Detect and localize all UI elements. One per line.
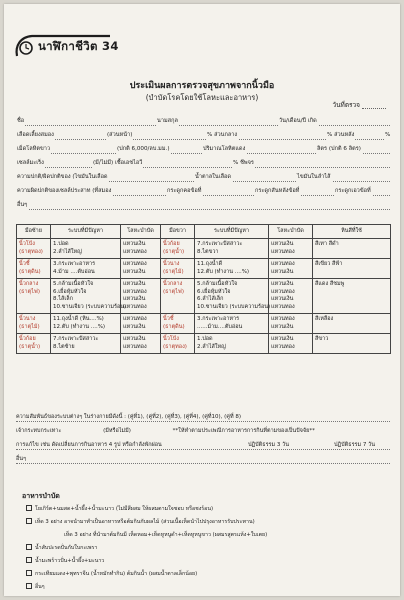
cell-text: 2.ลำไส้ใหญ่	[197, 343, 226, 350]
practice-3day: ปฏิบัติธรรม 3 วัน	[248, 442, 289, 448]
cell-text: 6.ลำไส้เล็ก	[197, 296, 224, 302]
page-subtitle: (บำบัดโรคโดยใช้โลหะและอาหาร)	[145, 93, 259, 102]
practice-7day: ปฏิบัติธรรม 7 วัน	[334, 442, 375, 448]
right-metal-cell	[269, 259, 313, 279]
left-systems-cell	[51, 239, 121, 259]
right-finger-cell	[161, 279, 195, 314]
cell-text: (ธาตุน้ำ)	[19, 343, 41, 350]
left-metal-cell	[121, 239, 161, 259]
badge-label: นาฬิกาชีวิต 34	[38, 39, 119, 53]
table-header-row	[17, 225, 391, 239]
relation-text: ความสัมพันธ์ของระบบต่างๆ ในร่างกายมีดังนี้ : (คู่ที่1), (คู่ที่2), (คู่ที่3), (คู่ที่4), (คู่ที่10), (คู่ที่ 8)	[16, 414, 242, 420]
stone-cell	[313, 334, 391, 354]
left-metal-cell	[121, 334, 161, 354]
other-label: อื่นๆ	[17, 202, 28, 208]
right-finger-cell	[161, 314, 195, 334]
food-checkbox[interactable]	[26, 505, 32, 511]
left-systems-cell	[51, 334, 121, 354]
cell-text: แหวนเงิน	[123, 268, 146, 275]
other-label-2: อื่นๆ	[16, 456, 27, 462]
cell-text: นิ้วนาง	[163, 261, 180, 267]
cell-text: (ธาตุไม้)	[163, 268, 184, 275]
cell-text: (ธาตุดิน)	[163, 323, 185, 330]
right-metal-cell	[269, 279, 313, 314]
col-right-hand: มือขวา	[161, 225, 195, 239]
form-row-blood-lipids[interactable]	[16, 172, 390, 182]
food-checkbox[interactable]	[26, 570, 32, 576]
cell-text: แหวนทอง	[271, 261, 295, 267]
cell-text: 1.ปอด	[53, 241, 69, 247]
percent-label: %	[385, 132, 391, 138]
food-item-label: กระเทียมแดง+พุทราจีน (น้ำหมักทำกิน) ต้มกินน้ำ (ผสมน้ำตาลเล็กน้อย)	[35, 571, 198, 577]
spine-label: กระดูกสันหลังข้อที่	[255, 188, 300, 194]
left-metal-cell	[121, 314, 161, 334]
left-systems-cell	[51, 259, 121, 279]
food-checkbox[interactable]	[26, 557, 32, 563]
cell-text: แหวนทอง	[271, 248, 295, 255]
waist-bone-label: กระดูกเอวข้อที่	[335, 188, 371, 194]
brain-blood-label: เลือดเลี้ยงสมอง	[17, 132, 54, 138]
middle-label: % ส่วนกลาง	[207, 132, 238, 138]
food-item	[26, 556, 388, 567]
cell-text: สีขาว	[315, 336, 329, 342]
stone-cell	[313, 279, 391, 314]
cell-text: 12.ตับ (ทำงาน ....%)	[53, 323, 106, 330]
wbc-normal-label: (ปกติ 6,000/ลบ.มม.)	[117, 146, 170, 152]
cancer-label: เซลล์มะเร็ง	[17, 160, 44, 166]
cell-text: แหวนทอง	[271, 288, 295, 295]
col-left-hand: มือซ้าย	[17, 225, 51, 239]
surname-label: นามสกุล	[157, 118, 178, 124]
cell-text: 11.ถุงน้ำดี (หิน....%)	[53, 316, 104, 322]
stone-cell	[313, 259, 391, 279]
col-stone: หินสีที่ใช้	[313, 225, 391, 239]
left-metal-cell	[121, 259, 161, 279]
care-label: การแก้ไข เช่น ดัดเปลี่ยนการกินอาหาร 4 รูป หรือกำลังพักผ่อน	[16, 442, 162, 448]
form-row-blood-cells[interactable]	[16, 144, 390, 154]
blood-normal-label: ลิตร (ปกติ 6 ลิตร)	[317, 146, 361, 152]
form-row-name[interactable]	[16, 116, 390, 126]
food-item-label: เห็ด 3 อย่าง ที่นำมาต้มกินมี เห็ดหอม+เห็ดหูหนูดำ+เห็ดหูหนูขาว (ผสมรสูตรแห้ง+ใบเตย)	[64, 532, 268, 538]
cell-text: แหวนเงิน	[123, 296, 146, 302]
left-finger-cell	[17, 314, 51, 334]
cell-text: แหวนเงิน	[271, 336, 294, 342]
pulse-label: % ชีพจร	[233, 160, 254, 166]
exam-date-field[interactable]	[362, 108, 386, 109]
col-left-systems: ระบบที่มีปัญหา	[51, 225, 121, 239]
right-metal-cell	[269, 334, 313, 354]
cell-text: แหวนเงิน	[123, 241, 146, 247]
cell-text: แหวนเงิน	[271, 281, 294, 287]
cell-text: นิ้วก้อย	[163, 241, 180, 247]
right-systems-cell	[195, 334, 269, 354]
cell-text: แหวนทอง	[123, 288, 147, 295]
right-systems-cell	[195, 239, 269, 259]
form-row-nerves[interactable]	[16, 186, 390, 196]
right-systems-cell	[195, 259, 269, 279]
right-finger-cell	[161, 239, 195, 259]
left-finger-cell	[17, 239, 51, 259]
cell-text: แหวนเงิน	[271, 268, 294, 275]
therapist-line	[16, 426, 390, 436]
cell-text: 4.ม้าม ....ตับอ่อน	[53, 268, 95, 275]
cell-text: แหวนทอง	[271, 303, 295, 310]
col-right-metal: โลหะบำบัด	[269, 225, 313, 239]
hiv-label: (มี/ไม่มี) เชื้อเอชไอวี	[93, 160, 143, 166]
food-item	[26, 543, 388, 554]
other-line-2[interactable]	[16, 454, 390, 464]
lipids-label: ความปกติ/ผิดปกติของ (ไขมันในเลือด	[17, 174, 108, 180]
form-row-other[interactable]	[16, 200, 390, 210]
cell-text: 1.ปอด	[197, 336, 213, 342]
name-label: ชื่อ	[17, 118, 25, 124]
food-item-label: น้ำสับปะรดปั่นกับใบกะเพรา	[35, 545, 98, 551]
food-checkbox[interactable]	[26, 518, 32, 524]
cell-text: 6.เยื่อหุ้มหัวใจ	[53, 288, 87, 295]
therapist-value: (มีหรือไม่มี)	[103, 428, 131, 434]
cell-text: 6.เยื่อหุ้มหัวใจ	[197, 288, 231, 295]
cell-text: นิ้วชี้	[19, 261, 30, 267]
cell-text: นิ้วชี้	[163, 316, 174, 322]
front-label: (ส่วนหน้า)	[107, 132, 133, 138]
food-item	[26, 530, 388, 541]
left-finger-cell	[17, 334, 51, 354]
table-row	[17, 314, 391, 334]
blood-sugar-label: น้ำตาลในเลือด	[195, 174, 232, 180]
stone-cell	[313, 314, 391, 334]
cell-text: 2.ลำไส้ใหญ่	[53, 248, 82, 255]
left-systems-cell	[51, 279, 127, 314]
finger-system-table	[16, 224, 391, 354]
food-item	[26, 569, 388, 580]
food-title: อาหารบำบัด	[22, 492, 60, 500]
table-row	[17, 239, 391, 259]
table-row	[17, 334, 391, 354]
wbc-label: เม็ดโลหิตขาว	[17, 146, 51, 152]
cell-text: นิ้วก้อย	[19, 336, 36, 342]
right-metal-cell	[269, 239, 313, 259]
food-item	[26, 582, 388, 593]
cell-text: นิ้วโป้ง	[163, 336, 179, 342]
cell-text: สีเหลือง	[315, 316, 334, 322]
left-systems-cell	[51, 314, 121, 334]
neck-bone-label: กระดูกคอข้อที่	[167, 188, 202, 194]
right-metal-cell	[269, 314, 313, 334]
cell-text: แหวนเงิน	[123, 281, 146, 287]
cell-text: (ธาตุไฟ)	[19, 288, 40, 295]
cell-text: 8.ไตซ้าย	[53, 343, 75, 350]
cell-text: 7.กระเพาะปัสสาวะ	[197, 241, 243, 247]
food-item-label: โยเกิร์ต+นมสด+น้ำผึ้ง+น้ำมะนาว (ไม่มีสีผสม ให้ผสมตามใจชอบ หรือชงร้อน)	[35, 506, 214, 512]
table-row	[17, 259, 391, 279]
right-systems-cell	[195, 314, 269, 334]
food-item-label: น้ำมะพร้าวปั่น+น้ำผึ้ง+มะนาว	[35, 558, 105, 564]
cell-text: (ธาตุไม้)	[19, 323, 40, 330]
cell-text: 10.ซานเจียว (ระบบความร้อน)	[197, 303, 271, 310]
back-label: % ส่วนหลัง	[327, 132, 355, 138]
cell-text: สีแดง สีชมพู	[315, 281, 345, 287]
series-badge	[14, 34, 119, 58]
blood-volume-label: ปริมาณโลหิตแดง	[203, 146, 246, 152]
cell-text: (ธาตุทอง)	[163, 343, 187, 350]
cell-text: แหวนเงิน	[271, 241, 294, 247]
cell-text: แหวนทอง	[271, 343, 295, 350]
food-item	[26, 517, 388, 528]
cell-text: 5.กล้ามเนื้อหัวใจ	[197, 281, 238, 287]
food-item-label: เห็ด 3 อย่าง อาจนำมาทำเป็นอาหารหรือต้มกินกับผลไม้ (ส่วนเนื้อเห็ดนำไปปรุงอาหารรับประทาน)	[35, 519, 255, 525]
therapist-label: เจ้ากระทบกระเทาะ	[16, 428, 62, 434]
cell-text: นิ้วกลาง	[19, 281, 39, 287]
cell-text: 11.ถุงน้ำดี	[197, 261, 223, 267]
intestine-fat-label: ไขมันในลำไส้	[297, 174, 331, 180]
table-row	[17, 279, 391, 314]
right-finger-cell	[161, 259, 195, 279]
nerve-label: ความผิดปกติของเซลล์ประสาท (ที่สมอง	[17, 188, 112, 194]
page-title: ประเมินผลการตรวจสุขภาพจากนิ้วมือ	[129, 81, 275, 91]
cell-text: สีเขียว สีฟ้า	[315, 261, 343, 267]
birthdate-label: วัน/เดือน/ปี เกิด	[279, 118, 317, 124]
cell-text: แหวนทอง	[123, 261, 147, 267]
form-row-cancer[interactable]	[16, 158, 390, 168]
form-page	[4, 4, 400, 596]
cell-text: นิ้วนาง	[19, 316, 36, 322]
food-checkbox[interactable]	[26, 544, 32, 550]
cell-text: 3.กระเพาะอาหาร	[53, 261, 96, 267]
cell-text: แหวนทอง	[271, 316, 295, 322]
right-systems-cell	[195, 279, 269, 314]
stone-cell	[313, 239, 391, 259]
cell-text: 8.ไส้เล็ก	[53, 296, 73, 302]
right-finger-cell	[161, 334, 195, 354]
left-metal-cell	[121, 279, 161, 314]
cell-text: แหวนทอง	[123, 316, 147, 322]
cell-text: 7.กระเพาะปัสสาวะ	[53, 336, 99, 342]
cell-text: 8.ไตขวา	[197, 248, 219, 255]
therapist-note: **ให้ทำตามประเพณีการอาหารการกินที่ตามของเป็นปัจจัย**	[172, 428, 315, 434]
cell-text: (ธาตุดิน)	[19, 268, 41, 275]
cell-text: แหวนเงิน	[123, 336, 146, 342]
form-row-brain-blood[interactable]	[16, 130, 390, 140]
food-item	[26, 504, 388, 515]
cell-text: แหวนทอง	[123, 343, 147, 350]
cell-text: แหวนทอง	[123, 248, 147, 255]
relation-line[interactable]	[16, 412, 390, 422]
cell-text: (ธาตุไฟ)	[163, 288, 184, 295]
cell-text: แหวนเงิน	[271, 296, 294, 302]
cell-text: แหวนทอง	[123, 303, 147, 310]
cell-text: นิ้วกลาง	[163, 281, 183, 287]
left-finger-cell	[17, 259, 51, 279]
food-checkbox[interactable]	[26, 583, 32, 589]
cell-text: ......ม้าม....ตับอ่อน	[197, 323, 243, 330]
cell-text: 10.ซานเจียว (ระบบความร้อน)	[53, 303, 127, 310]
cell-text: สีเทา สีดำ	[315, 241, 339, 247]
food-item-label: อื่นๆ	[35, 584, 45, 590]
cell-text: 3.กระเพาะอาหาร	[197, 316, 240, 322]
care-line[interactable]	[16, 440, 390, 450]
cell-text: 5.กล้ามเนื้อหัวใจ	[53, 281, 94, 287]
left-finger-cell	[17, 279, 51, 314]
cell-text: นิ้วโป้ง	[19, 241, 35, 247]
exam-date-label: วันที่ตรวจ	[332, 101, 360, 109]
col-left-metal: โลหะบำบัด	[121, 225, 161, 239]
cell-text: (ธาตุทอง)	[19, 248, 43, 255]
cell-text: แหวนเงิน	[123, 323, 146, 330]
cell-text: (ธาตุน้ำ)	[163, 248, 185, 255]
cell-text: แหวนเงิน	[271, 323, 294, 330]
col-right-systems: ระบบที่มีปัญหา	[195, 225, 269, 239]
cell-text: 12.ตับ (ทำงาน ....%)	[197, 268, 250, 275]
